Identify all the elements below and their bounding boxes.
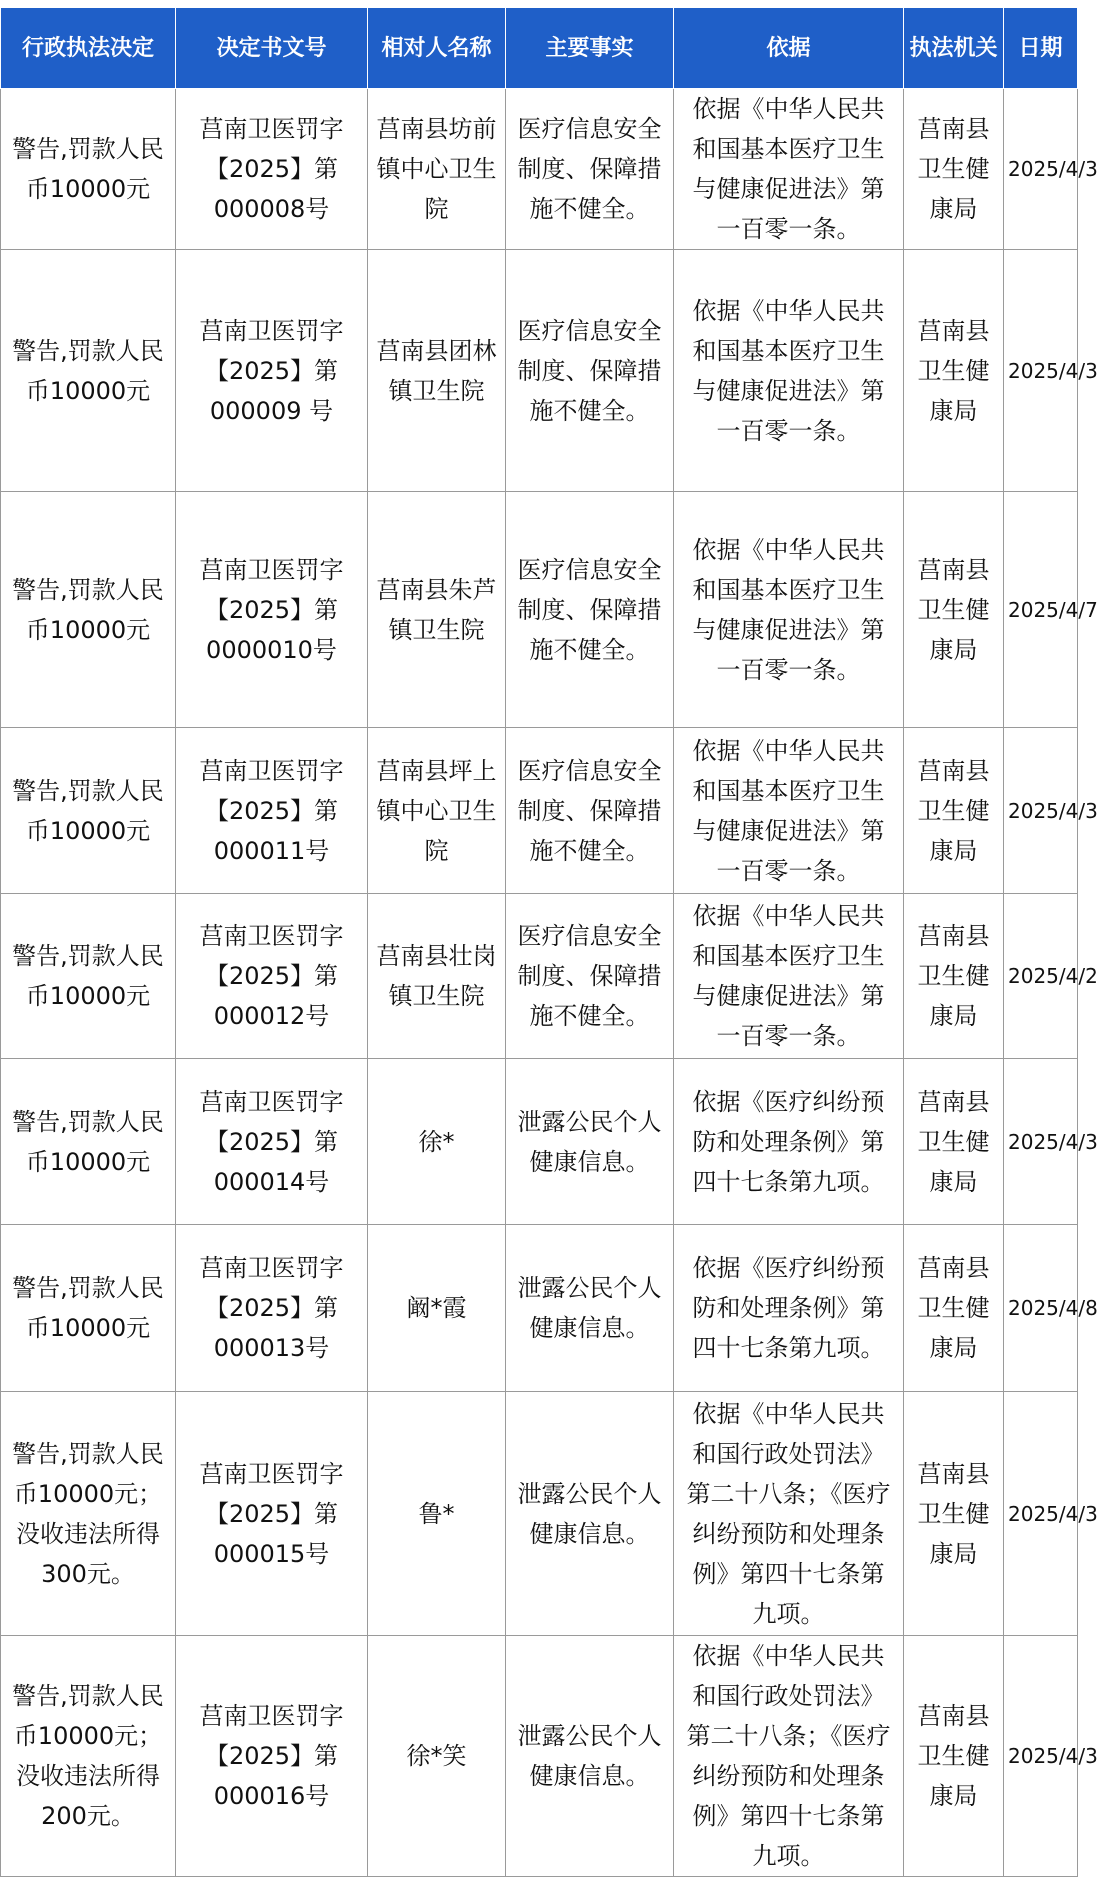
cell-date: 2025/4/3 <box>1004 250 1078 492</box>
cell-date: 2025/4/7 <box>1004 492 1078 728</box>
cell-party: 莒南县朱芦镇卫生院 <box>368 492 506 728</box>
header-party: 相对人名称 <box>368 8 506 89</box>
cell-agency: 莒南县卫生健康局 <box>904 894 1004 1059</box>
cell-doc-no: 莒南卫医罚字【2025】第000014号 <box>176 1059 368 1225</box>
cell-date: 2025/4/3 <box>1004 1059 1078 1225</box>
cell-agency: 莒南县卫生健康局 <box>904 1636 1004 1877</box>
cell-basis: 依据《医疗纠纷预防和处理条例》第四十七条第九项。 <box>674 1225 904 1392</box>
cell-decision: 警告,罚款人民币10000元 <box>1 492 176 728</box>
header-date: 日期 <box>1004 8 1078 89</box>
cell-date: 2025/4/2 <box>1004 894 1078 1059</box>
cell-party: 鲁* <box>368 1392 506 1636</box>
cell-decision: 警告,罚款人民币10000元；没收违法所得200元。 <box>1 1636 176 1877</box>
cell-date: 2025/4/3 <box>1004 89 1078 250</box>
header-decision: 行政执法决定 <box>1 8 176 89</box>
cell-party: 莒南县坊前镇中心卫生院 <box>368 89 506 250</box>
cell-fact: 医疗信息安全制度、保障措施不健全。 <box>506 492 674 728</box>
table-row <box>1 1059 1078 1225</box>
cell-fact: 泄露公民个人健康信息。 <box>506 1059 674 1225</box>
cell-date: 2025/4/8 <box>1004 1225 1078 1392</box>
cell-doc-no: 莒南卫医罚字【2025】第000009 号 <box>176 250 368 492</box>
cell-party: 徐*笑 <box>368 1636 506 1877</box>
cell-decision: 警告,罚款人民币10000元 <box>1 728 176 894</box>
cell-date: 2025/4/3 <box>1004 1392 1078 1636</box>
table-row <box>1 250 1078 492</box>
cell-doc-no: 莒南卫医罚字【2025】第000015号 <box>176 1392 368 1636</box>
cell-fact: 医疗信息安全制度、保障措施不健全。 <box>506 728 674 894</box>
cell-basis: 依据《中华人民共和国行政处罚法》第二十八条；《医疗纠纷预防和处理条例》第四十七条第九项。 <box>674 1636 904 1877</box>
table-row <box>1 1636 1078 1877</box>
cell-agency: 莒南县卫生健康局 <box>904 1225 1004 1392</box>
cell-fact: 泄露公民个人健康信息。 <box>506 1392 674 1636</box>
header-fact: 主要事实 <box>506 8 674 89</box>
table-row <box>1 89 1078 250</box>
cell-fact: 医疗信息安全制度、保障措施不健全。 <box>506 250 674 492</box>
header-agency: 执法机关 <box>904 8 1004 89</box>
cell-agency: 莒南县卫生健康局 <box>904 89 1004 250</box>
cell-decision: 警告,罚款人民币10000元 <box>1 250 176 492</box>
cell-basis: 依据《中华人民共和国基本医疗卫生与健康促进法》第一百零一条。 <box>674 89 904 250</box>
cell-doc-no: 莒南卫医罚字【2025】第0000010号 <box>176 492 368 728</box>
cell-party: 莒南县坪上镇中心卫生院 <box>368 728 506 894</box>
cell-party: 阚*霞 <box>368 1225 506 1392</box>
cell-decision: 警告,罚款人民币10000元 <box>1 1225 176 1392</box>
cell-date: 2025/4/3 <box>1004 728 1078 894</box>
cell-agency: 莒南县卫生健康局 <box>904 250 1004 492</box>
cell-basis: 依据《中华人民共和国基本医疗卫生与健康促进法》第一百零一条。 <box>674 250 904 492</box>
table-row <box>1 1392 1078 1636</box>
table-row <box>1 1225 1078 1392</box>
cell-doc-no: 莒南卫医罚字【2025】第000013号 <box>176 1225 368 1392</box>
cell-decision: 警告,罚款人民币10000元 <box>1 894 176 1059</box>
cell-party: 莒南县壮岗镇卫生院 <box>368 894 506 1059</box>
cell-date: 2025/4/3 <box>1004 1636 1078 1877</box>
cell-basis: 依据《中华人民共和国行政处罚法》第二十八条；《医疗纠纷预防和处理条例》第四十七条第九项。 <box>674 1392 904 1636</box>
cell-doc-no: 莒南卫医罚字【2025】第000011号 <box>176 728 368 894</box>
cell-party: 徐* <box>368 1059 506 1225</box>
cell-doc-no: 莒南卫医罚字【2025】第000008号 <box>176 89 368 250</box>
penalty-table <box>0 7 1098 1877</box>
header-doc-no: 决定书文号 <box>176 8 368 89</box>
cell-party: 莒南县团林镇卫生院 <box>368 250 506 492</box>
cell-basis: 依据《中华人民共和国基本医疗卫生与健康促进法》第一百零一条。 <box>674 728 904 894</box>
table-row <box>1 894 1078 1059</box>
cell-decision: 警告,罚款人民币10000元；没收违法所得300元。 <box>1 1392 176 1636</box>
table-row <box>1 728 1078 894</box>
cell-agency: 莒南县卫生健康局 <box>904 728 1004 894</box>
cell-fact: 泄露公民个人健康信息。 <box>506 1225 674 1392</box>
table-row <box>1 492 1078 728</box>
cell-basis: 依据《中华人民共和国基本医疗卫生与健康促进法》第一百零一条。 <box>674 492 904 728</box>
cell-basis: 依据《医疗纠纷预防和处理条例》第四十七条第九项。 <box>674 1059 904 1225</box>
cell-fact: 医疗信息安全制度、保障措施不健全。 <box>506 89 674 250</box>
cell-basis: 依据《中华人民共和国基本医疗卫生与健康促进法》第一百零一条。 <box>674 894 904 1059</box>
cell-agency: 莒南县卫生健康局 <box>904 492 1004 728</box>
cell-agency: 莒南县卫生健康局 <box>904 1059 1004 1225</box>
cell-agency: 莒南县卫生健康局 <box>904 1392 1004 1636</box>
header-basis: 依据 <box>674 8 904 89</box>
cell-decision: 警告,罚款人民币10000元 <box>1 89 176 250</box>
cell-doc-no: 莒南卫医罚字【2025】第000016号 <box>176 1636 368 1877</box>
cell-fact: 泄露公民个人健康信息。 <box>506 1636 674 1877</box>
header-row <box>1 8 1078 89</box>
cell-doc-no: 莒南卫医罚字【2025】第000012号 <box>176 894 368 1059</box>
cell-decision: 警告,罚款人民币10000元 <box>1 1059 176 1225</box>
cell-fact: 医疗信息安全制度、保障措施不健全。 <box>506 894 674 1059</box>
